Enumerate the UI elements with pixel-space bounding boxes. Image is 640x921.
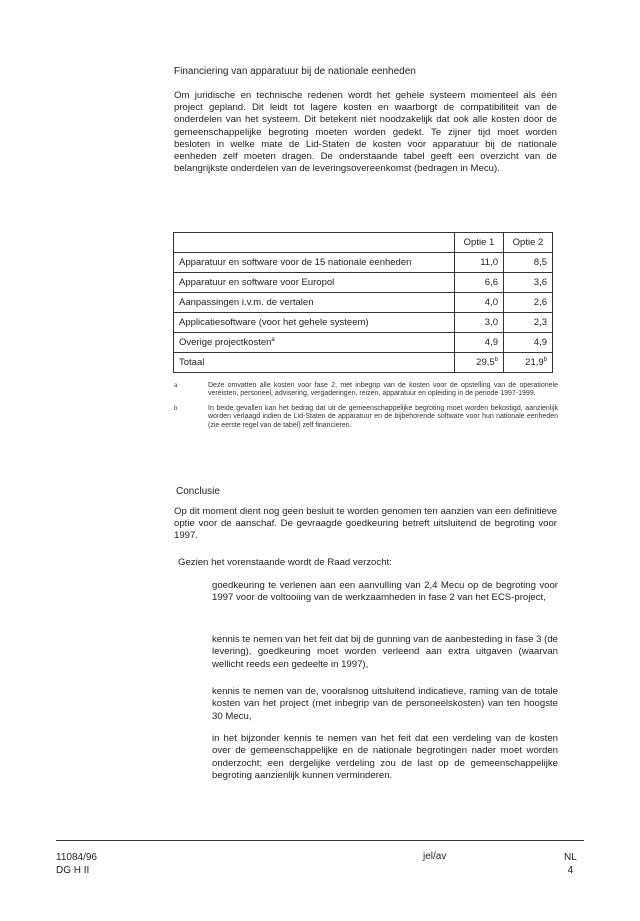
row-label: Aanpassingen i.v.m. de vertalen xyxy=(174,293,455,313)
request-item: kennis te nemen van de, vooralsnog uitsluitend indicatieve, raming van de totale kosten van het project (met inbegrip van de personeelskosten) van ten hoogste 30 Mecu, xyxy=(212,686,558,722)
footer-divider xyxy=(56,840,584,841)
section-heading: Financiering van apparatuur bij de nationale eenheden xyxy=(174,66,416,77)
footnote xyxy=(174,382,558,399)
total-option-2 xyxy=(504,353,553,373)
option-1-value: 6,6 xyxy=(455,273,504,293)
row-label: Applicatiesoftware (voor het gehele systeem) xyxy=(174,313,455,333)
option-2-value: 4,9 xyxy=(504,333,553,353)
table-header-row xyxy=(174,233,553,253)
option-1-value: 4,9 xyxy=(455,333,504,353)
council-request-intro: Gezien het vorenstaande wordt de Raad verzocht: xyxy=(178,557,392,568)
total-option-1-value: 29,5 xyxy=(476,357,495,369)
footnote-mark: a xyxy=(174,383,178,389)
row-label xyxy=(174,333,455,353)
total-label: Totaal xyxy=(174,353,455,373)
language-code: NL xyxy=(564,852,577,863)
conclusion-paragraph: Op dit moment dient nog geen besluit te worden genomen ten aanzien van een definitieve optie voor de aanschaf. De gevraagde goedkeuring betreft uitsluitend de begroting voor 1997. xyxy=(174,506,557,542)
table-header-option-2: Optie 2 xyxy=(504,233,553,253)
footnote-ref-b: b xyxy=(494,356,498,363)
financing-table xyxy=(173,232,553,373)
footnote-text: In beide gevallen kan het bedrag dat uit de gemeenschappelijke begroting moet worden bekostigd, aanzienlijk worden verlaagd indien de Lid-Staten de apparatuur en de bijbehorende software voor hun nationale eenheden (zie eerste regel van de tabel) zelf financieren. xyxy=(208,404,558,429)
page-number: 4 xyxy=(567,865,574,876)
table-header-blank xyxy=(174,233,455,253)
directorate-code: DG H II xyxy=(56,865,90,876)
table-footnotes xyxy=(174,382,558,436)
document-number: 11084/96 xyxy=(56,852,97,863)
intro-paragraph: Om juridische en technische redenen wordt het gehele systeem momenteel als één project gepland. Dit leidt tot lagere kosten en waarborgt de compatibiliteit van de onderdelen van het systeem. Dit betekent niet noodzakelijk dat ook alle kosten door de gemeenschappelijke begroting moeten worden gedekt. Te zijner tijd moet worden besloten in welke mate de Lid-Staten de kosten voor apparatuur bij de nationale eenheden zelf moeten dragen. De onderstaande tabel geeft een overzicht van de belangrijkste onderdelen van de leveringsovereenkomst (bedragen in Mecu). xyxy=(174,90,557,175)
conclusion-heading: Conclusie xyxy=(176,486,220,497)
total-option-1 xyxy=(455,353,504,373)
table-total-row xyxy=(174,353,553,373)
footer-left xyxy=(56,851,97,877)
option-2-value: 3,6 xyxy=(504,273,553,293)
table-row xyxy=(174,253,553,273)
footnote-ref-a: a xyxy=(271,336,275,343)
option-1-value: 4,0 xyxy=(455,293,504,313)
table-row xyxy=(174,313,553,333)
total-option-2-value: 21,9 xyxy=(525,357,544,369)
footnote xyxy=(174,405,558,430)
request-item: goedkeuring te verlenen aan een aanvulling van 2,4 Mecu op de begroting voor 1997 voor de voltooiing van de werkzaamheden in fase 2 van het ECS-project, xyxy=(212,580,558,604)
option-1-value: 3,0 xyxy=(455,313,504,333)
option-1-value: 11,0 xyxy=(455,253,504,273)
table-row xyxy=(174,293,553,313)
option-2-value: 2,3 xyxy=(504,313,553,333)
request-item: in het bijzonder kennis te nemen van het feit dat een verdeling van de kosten over de gemeenschappelijke en de nationale begrotingen nader moet worden onderzocht; een dergelijke verdeling zou de last op de gemeenschappelijke begroting aanzienlijk kunnen verminderen. xyxy=(212,733,558,782)
table-header-option-1: Optie 1 xyxy=(455,233,504,253)
footer-right xyxy=(564,851,577,877)
footnote-ref-b: b xyxy=(543,356,547,363)
footnote-mark: b xyxy=(174,405,178,412)
table-row xyxy=(174,333,553,353)
footnote-text: Deze omvatten alle kosten voor fase 2, met inbegrip van de kosten voor de opstelling van de operationele vereisten, personeel, advisering, vergaderingen, reizen, apparatuur en opleiding in de periode 1997-1999. xyxy=(208,382,558,398)
table-row xyxy=(174,273,553,293)
row-label: Apparatuur en software voor de 15 nationale eenheden xyxy=(174,253,455,273)
author-initials: jel/av xyxy=(423,851,447,862)
row-label-text: Overige projectkosten xyxy=(179,337,272,349)
option-2-value: 8,5 xyxy=(504,253,553,273)
option-2-value: 2,6 xyxy=(504,293,553,313)
request-item: kennis te nemen van het feit dat bij de gunning van de aanbesteding in fase 3 (de levering), goedkeuring moet worden verleend aan extra uitgaven (waarvan wellicht reeds een gedeelte in 1997), xyxy=(212,634,558,670)
row-label: Apparatuur en software voor Europol xyxy=(174,273,455,293)
